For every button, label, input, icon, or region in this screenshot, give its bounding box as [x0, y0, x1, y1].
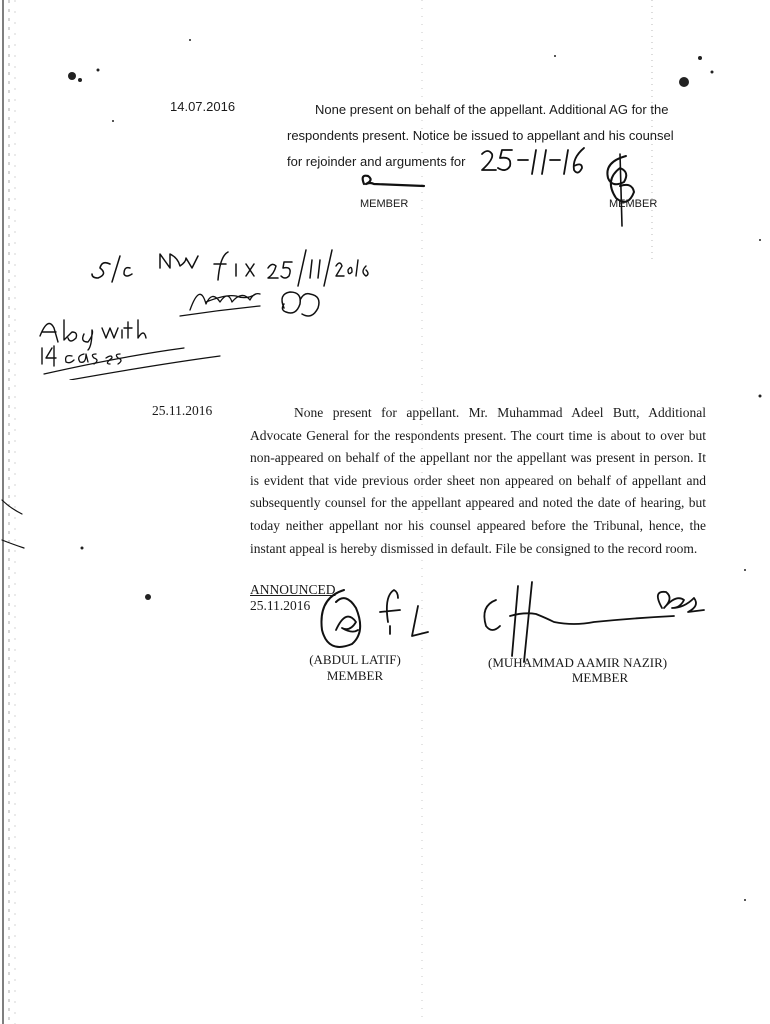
signatory-left-name: (ABDUL LATIF) — [309, 652, 401, 667]
handwritten-date-25-11-16 — [478, 144, 588, 180]
order-1-line-3: for rejoinder and arguments for — [287, 154, 466, 169]
announced-date: 25.11.2016 — [250, 598, 311, 613]
order-1-line-2: respondents present. Notice be issued to appellant and his counsel — [287, 128, 674, 143]
member-signature-1 — [358, 170, 428, 192]
margin-handwritten-note — [30, 240, 375, 380]
order-1-member-left: MEMBER — [360, 198, 409, 210]
order-1-member-right: MEMBER — [609, 198, 658, 210]
order-1-date: 14.07.2016 — [170, 99, 236, 114]
member-signature-2 — [590, 150, 650, 230]
order-2-body: None present for appellant. Mr. Muhammad Adeel Butt, Additional Advocate General for the respondents present. The court time is about to over but non-appeared on behalf of the appellant nor the appellant was present in person. It is evident that vide previous order sheet non appeared on behalf of appellant and subsequently counsel for the appellant appeared and noted the date of hearing, but today neither appellant nor his counsel appeared before the Tribunal, hence, the instant appeal is hereby dismissed in default. File be consigned to the record room. — [250, 405, 706, 556]
signatory-right-title: MEMBER — [571, 670, 629, 685]
announced-label: ANNOUNCED — [250, 582, 336, 597]
signatory-left-title: MEMBER — [326, 668, 384, 683]
signatory-right-name: (MUHAMMAD AAMIR NAZIR) — [488, 655, 668, 670]
signature-abdul-latif — [310, 582, 440, 660]
order-1-line-1: None present on behalf of the appellant. Additional AG for the — [315, 102, 669, 117]
order-2-date: 25.11.2016 — [152, 403, 213, 418]
